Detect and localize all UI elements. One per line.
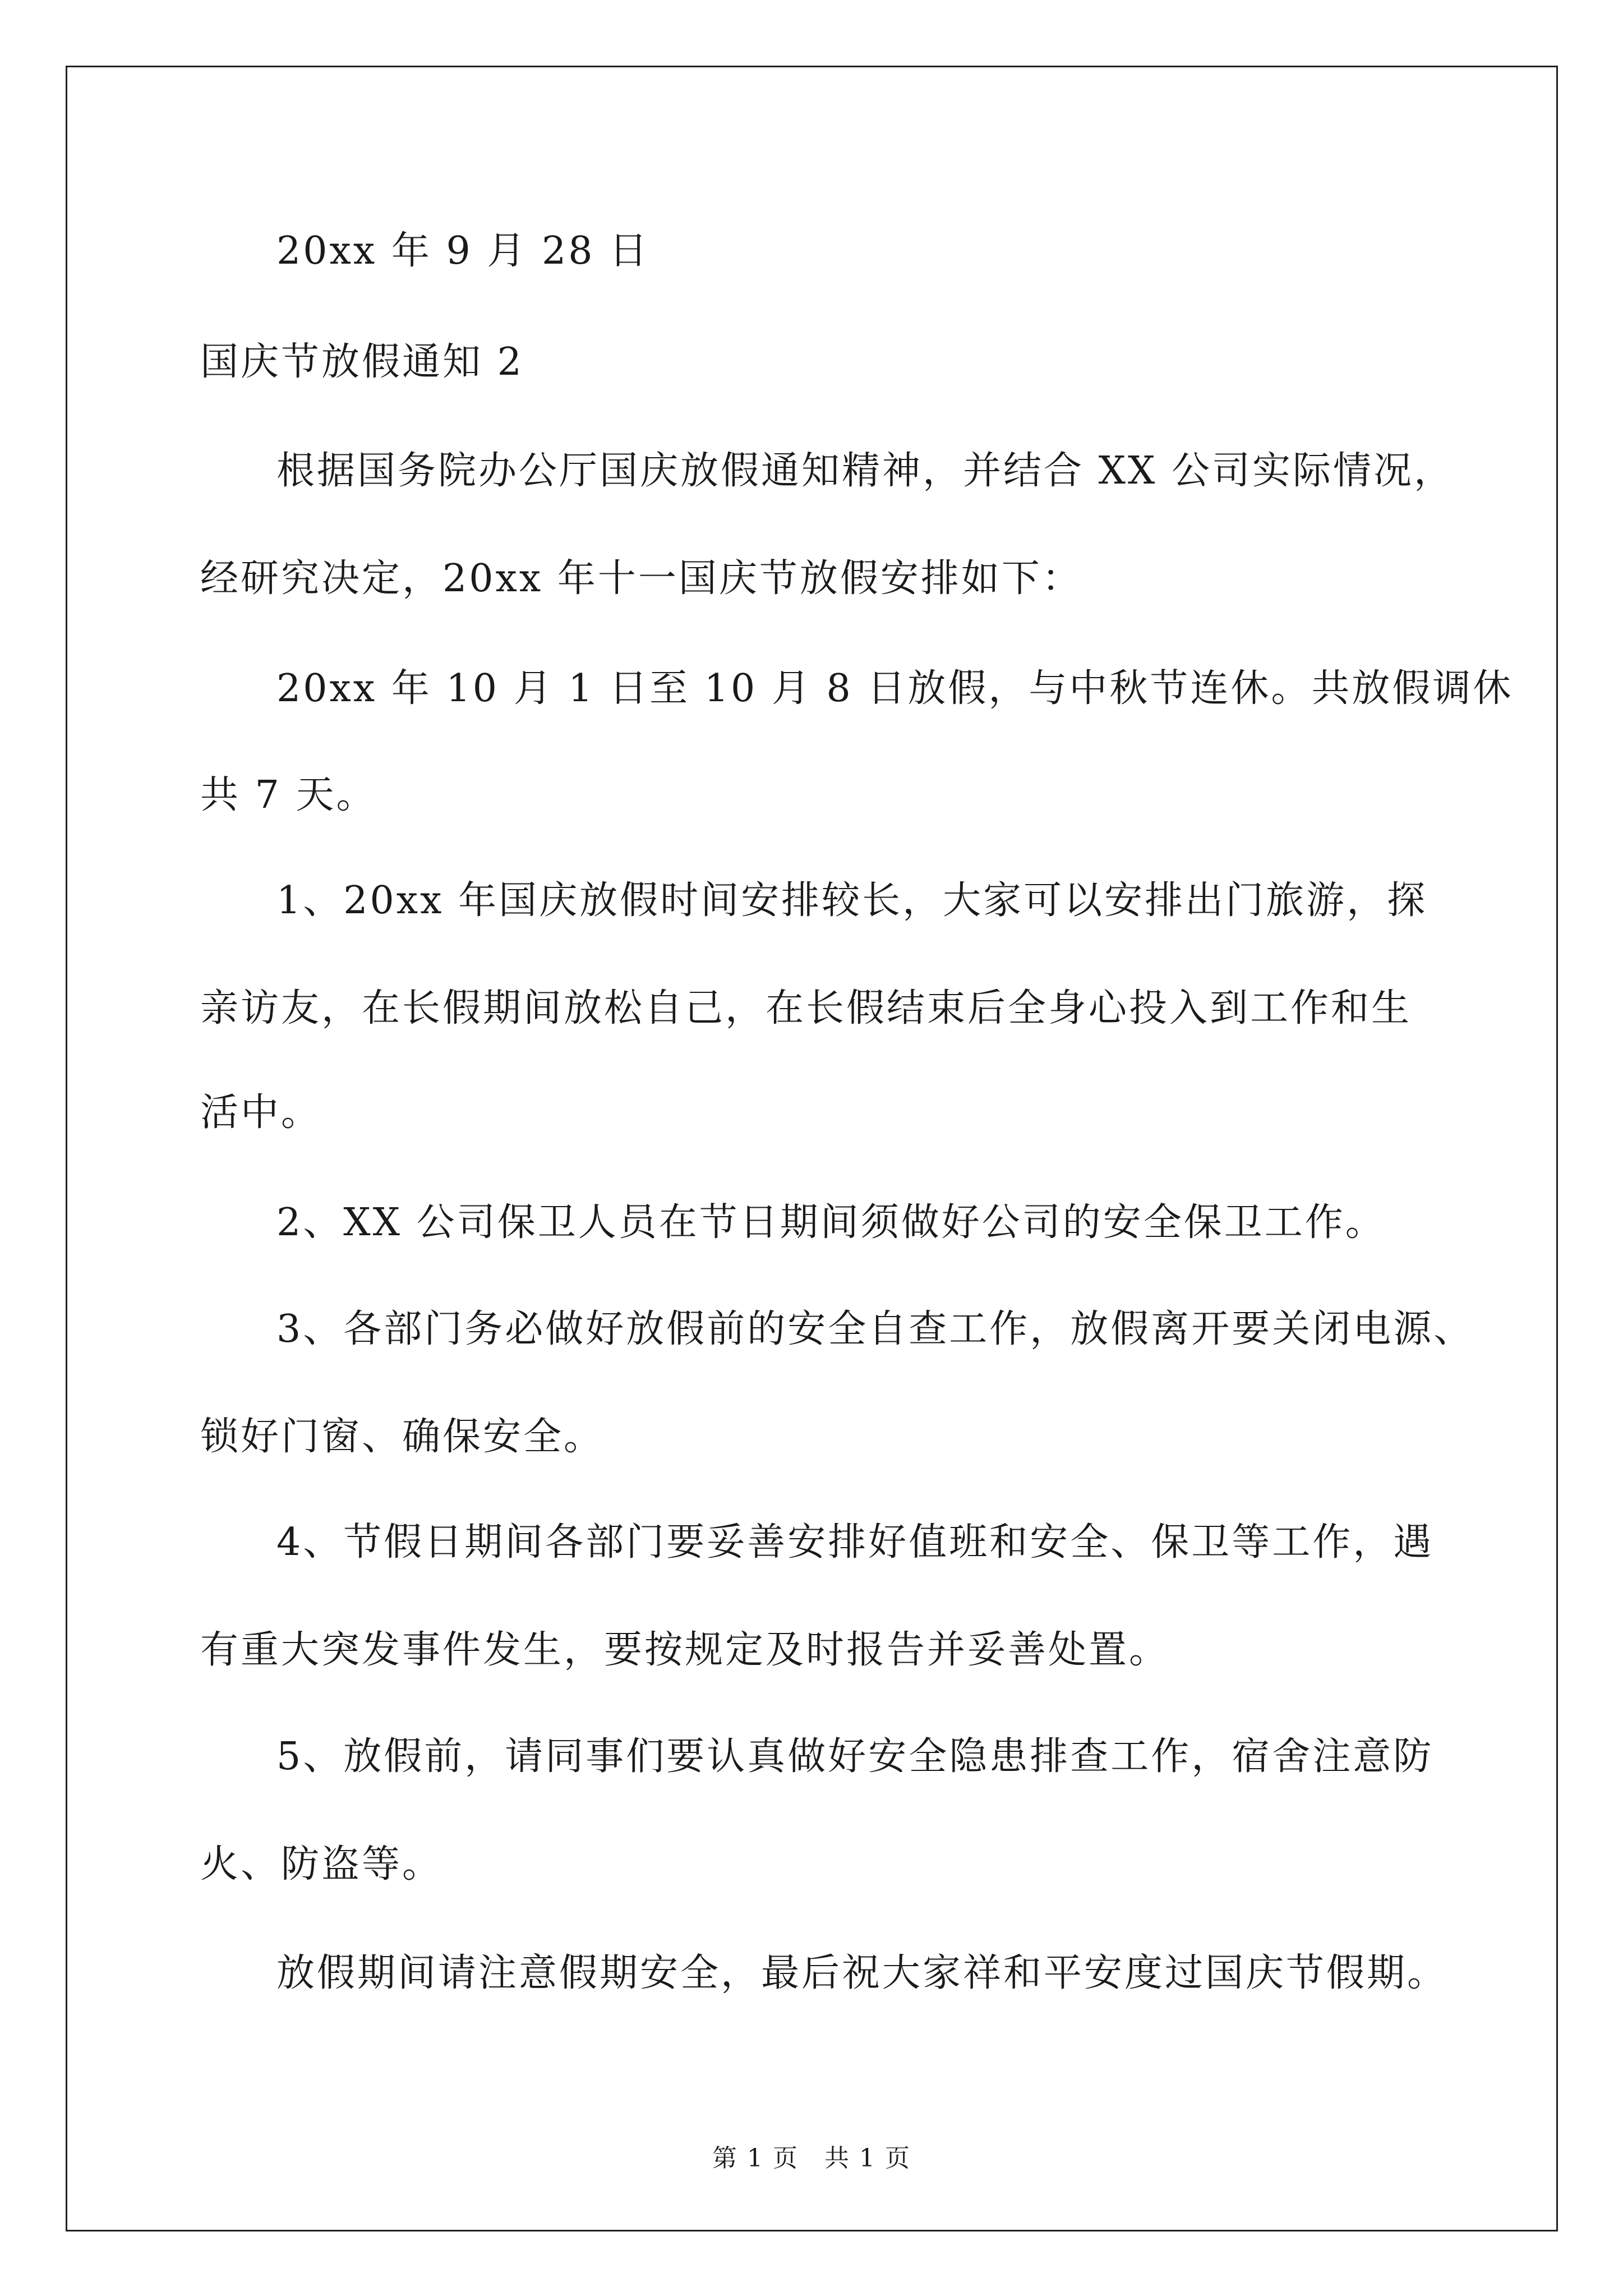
- item-4-line-1: 4、节假日期间各部门要妥善安排好值班和安全、保卫等工作，遇: [276, 1520, 1434, 1565]
- item-5-line-1: 5、放假前，请同事们要认真做好安全隐患排查工作，宿舍注意防: [276, 1734, 1434, 1779]
- closing-paragraph: 放假期间请注意假期安全，最后祝大家祥和平安度过国庆节假期。: [276, 1951, 1448, 1995]
- section-title: 国庆节放假通知 2: [200, 340, 524, 384]
- intro-paragraph-line-2: 经研究决定，20xx 年十一国庆节放假安排如下：: [200, 556, 1082, 601]
- item-2-line-1: 2、XX 公司保卫人员在节日期间须做好公司的安全保卫工作。: [276, 1200, 1386, 1245]
- date-line: 20xx 年 9 月 28 日: [276, 229, 650, 273]
- schedule-paragraph-line-2: 共 7 天。: [200, 773, 377, 817]
- page-border: [66, 66, 1558, 2231]
- page-footer: 第 1 页 共 1 页: [712, 2144, 911, 2173]
- item-1-line-2: 亲访友，在长假期间放松自己，在长假结束后全身心投入到工作和生: [200, 986, 1412, 1030]
- intro-paragraph-line-1: 根据国务院办公厅国庆放假通知精神，并结合 XX 公司实际情况，: [276, 449, 1455, 493]
- item-3-line-2: 锁好门窗、确保安全。: [200, 1415, 605, 1459]
- item-5-line-2: 火、防盗等。: [200, 1842, 443, 1887]
- item-3-line-1: 3、各部门务必做好放假前的安全自查工作，放假离开要关闭电源、: [276, 1307, 1474, 1351]
- item-1-line-3: 活中。: [200, 1091, 322, 1135]
- item-4-line-2: 有重大突发事件发生，要按规定及时报告并妥善处置。: [200, 1628, 1170, 1672]
- item-1-line-1: 1、20xx 年国庆放假时间安排较长，大家可以安排出门旅游，探: [276, 878, 1428, 923]
- schedule-paragraph-line-1: 20xx 年 10 月 1 日至 10 月 8 日放假，与中秋节连休。共放假调休: [276, 666, 1514, 711]
